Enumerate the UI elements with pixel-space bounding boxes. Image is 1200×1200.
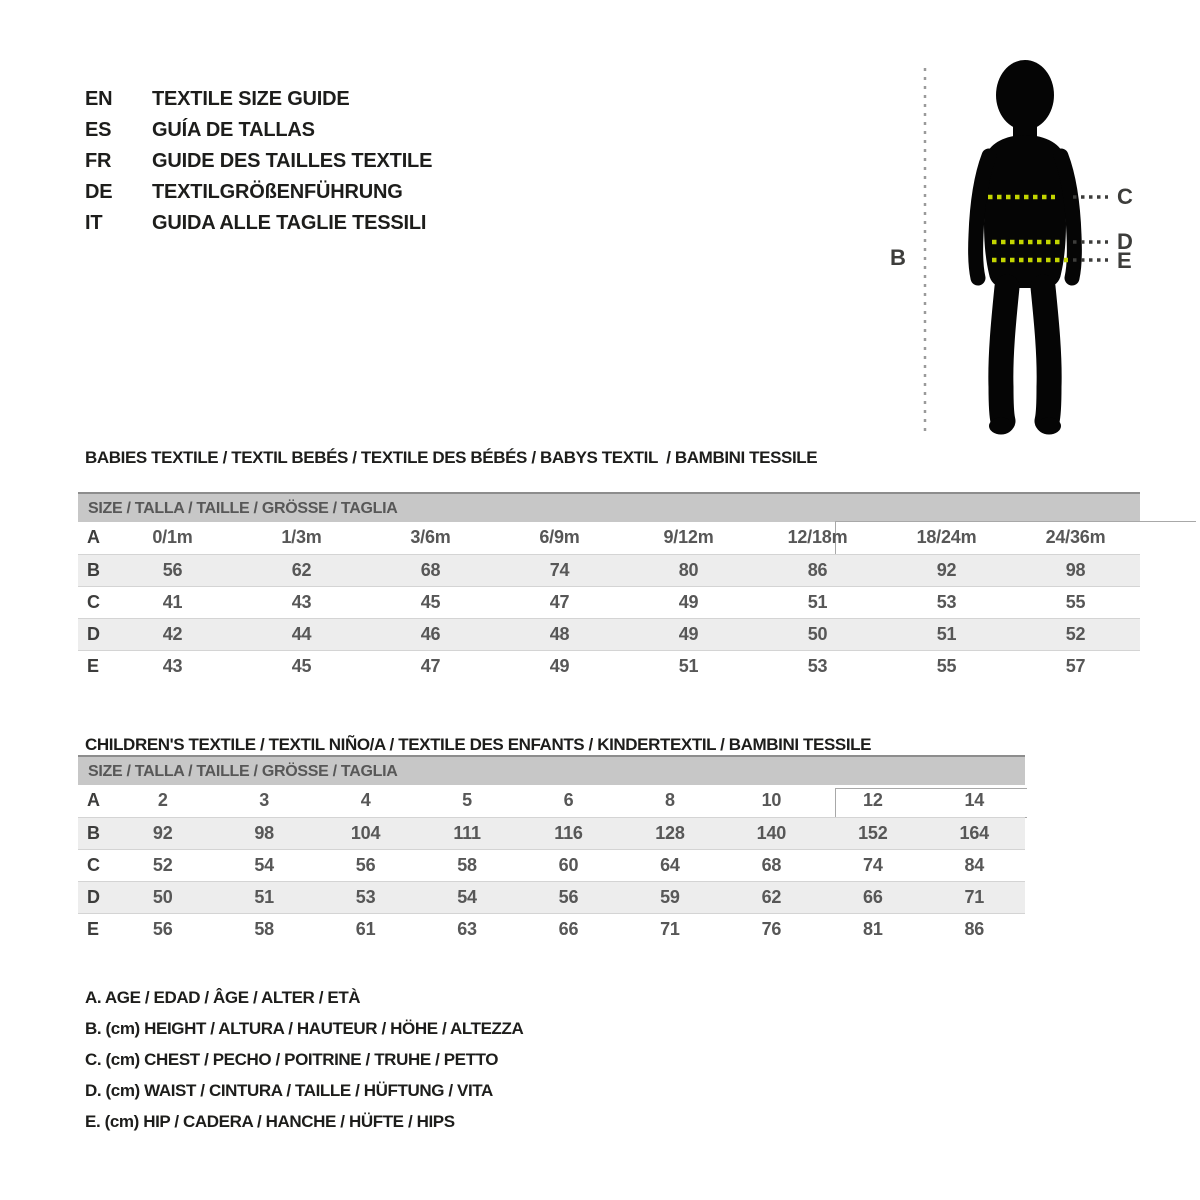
row-label: C <box>87 855 100 875</box>
size-cell: 64 <box>660 855 680 875</box>
size-cell: 47 <box>420 656 441 676</box>
size-cell: 68 <box>761 855 782 875</box>
size-cell: 47 <box>549 592 570 612</box>
size-table-row <box>78 618 1140 650</box>
size-cell: 55 <box>936 656 957 676</box>
size-cell: 55 <box>1065 592 1086 612</box>
chest-label: C <box>1117 184 1133 209</box>
size-cell: 60 <box>558 855 579 875</box>
size-cell: 71 <box>964 887 985 907</box>
size-cell: 86 <box>807 560 828 580</box>
size-cell: 42 <box>162 624 183 644</box>
size-cell: 164 <box>959 823 989 843</box>
size-cell: 6 <box>563 790 574 810</box>
height-label: B <box>890 245 906 270</box>
language-row <box>85 115 432 146</box>
legend-line-age: A. AGE / EDAD / ÂGE / ALTER / ETÀ <box>85 988 361 1007</box>
size-cell: 24/36m <box>1045 527 1106 547</box>
children-table-body <box>78 785 1025 945</box>
size-cell: 53 <box>355 887 376 907</box>
size-cell: 51 <box>807 592 828 612</box>
size-cell: 3 <box>259 790 270 810</box>
size-cell: 61 <box>355 919 376 939</box>
size-cell: 44 <box>291 624 312 644</box>
size-cell: 128 <box>655 823 685 843</box>
language-title-list <box>85 84 432 239</box>
language-code: FR <box>85 150 112 172</box>
size-cell: 116 <box>554 823 583 843</box>
size-table-row <box>78 785 1025 817</box>
guide-title: TEXTILE SIZE GUIDE <box>152 88 350 110</box>
size-cell: 56 <box>558 887 579 907</box>
size-table-row <box>78 586 1140 618</box>
size-cell: 76 <box>761 919 782 939</box>
legend-line-height: B. (cm) HEIGHT / ALTURA / HAUTEUR / HÖHE / ALTEZZA <box>85 1019 524 1038</box>
size-cell: 1/3m <box>281 527 322 547</box>
size-cell: 3/6m <box>410 527 451 547</box>
row-label: A <box>87 790 100 810</box>
language-code: EN <box>85 88 113 110</box>
size-table-row <box>78 913 1025 945</box>
legend-line-waist: D. (cm) WAIST / CINTURA / TAILLE / HÜFTUNG / VITA <box>85 1081 493 1100</box>
size-cell: 98 <box>1065 560 1086 580</box>
size-cell: 4 <box>360 790 371 810</box>
size-table-row <box>78 817 1025 849</box>
size-cell: 8 <box>665 790 675 810</box>
size-cell: 6/9m <box>539 527 580 547</box>
size-cell: 92 <box>152 823 173 843</box>
size-cell: 14 <box>964 790 985 810</box>
size-cell: 66 <box>558 919 579 939</box>
size-cell: 81 <box>863 919 883 939</box>
size-cell: 104 <box>350 823 381 843</box>
size-cell: 9/12m <box>663 527 714 547</box>
babies-section-heading: BABIES TEXTILE / TEXTIL BEBÉS / TEXTILE DES BÉBÉS / BABYS TEXTIL / BAMBINI TESSILE <box>85 448 818 467</box>
children-size-table <box>78 755 1025 945</box>
legend-line-hip: E. (cm) HIP / CADERA / HANCHE / HÜFTE / HIPS <box>85 1112 455 1131</box>
size-cell: 58 <box>254 919 274 939</box>
size-cell: 66 <box>863 887 883 907</box>
language-code: IT <box>85 212 103 234</box>
size-cell: 111 <box>453 823 481 843</box>
size-cell: 51 <box>678 656 699 676</box>
size-cell: 12/18m <box>787 527 848 547</box>
language-code: DE <box>85 181 113 203</box>
size-cell: 54 <box>457 887 477 907</box>
babies-size-table <box>78 492 1140 682</box>
size-cell: 50 <box>807 624 828 644</box>
size-cell: 58 <box>457 855 477 875</box>
size-cell: 62 <box>291 560 312 580</box>
language-row <box>85 146 432 177</box>
size-cell: 74 <box>549 560 570 580</box>
size-cell: 2 <box>157 790 168 810</box>
language-code: ES <box>85 119 112 141</box>
size-cell: 0/1m <box>152 527 193 547</box>
size-cell: 12 <box>863 790 883 810</box>
size-cell: 80 <box>678 560 699 580</box>
size-cell: 18/24m <box>916 527 977 547</box>
size-table-row <box>78 849 1025 881</box>
size-cell: 56 <box>162 560 183 580</box>
hip-label: E <box>1117 248 1132 273</box>
language-row <box>85 177 432 208</box>
size-cell: 51 <box>936 624 957 644</box>
size-cell: 140 <box>756 823 787 843</box>
size-cell: 43 <box>291 592 312 612</box>
size-cell: 45 <box>420 592 441 612</box>
size-cell: 51 <box>254 887 274 907</box>
language-row <box>85 208 432 239</box>
size-cell: 53 <box>807 656 828 676</box>
row-label: E <box>87 919 99 939</box>
guide-title: TEXTILGRÖßENFÜHRUNG <box>152 181 403 203</box>
size-table-row <box>78 554 1140 586</box>
size-cell: 53 <box>936 592 957 612</box>
size-cell: 71 <box>660 919 680 939</box>
size-cell: 59 <box>660 887 680 907</box>
size-cell: 49 <box>549 656 570 676</box>
size-cell: 54 <box>254 855 274 875</box>
size-cell: 41 <box>162 592 183 612</box>
size-cell: 43 <box>162 656 183 676</box>
waist-label: D <box>1117 229 1133 254</box>
size-cell: 86 <box>964 919 985 939</box>
row-label: E <box>87 656 99 676</box>
children-section-heading: CHILDREN'S TEXTILE / TEXTIL NIÑO/A / TEXTILE DES ENFANTS / KINDERTEXTIL / BAMBINI TESSILE <box>85 735 872 754</box>
row-label: D <box>87 887 100 907</box>
guide-title: GUIDA ALLE TAGLIE TESSILI <box>152 212 427 234</box>
size-cell: 152 <box>858 823 888 843</box>
size-cell: 49 <box>678 624 699 644</box>
size-cell: 52 <box>152 855 173 875</box>
row-label: C <box>87 592 100 612</box>
size-cell: 98 <box>254 823 274 843</box>
child-silhouette <box>976 60 1075 435</box>
size-cell: 57 <box>1065 656 1086 676</box>
row-label: B <box>87 560 100 580</box>
size-cell: 46 <box>420 624 441 644</box>
size-cell: 92 <box>936 560 957 580</box>
size-cell: 10 <box>761 790 782 810</box>
size-cell: 56 <box>152 919 173 939</box>
row-label: D <box>87 624 100 644</box>
size-cell: 52 <box>1065 624 1086 644</box>
legend-line-chest: C. (cm) CHEST / PECHO / POITRINE / TRUHE / PETTO <box>85 1050 499 1069</box>
row-label: A <box>87 527 100 547</box>
size-cell: 5 <box>462 790 472 810</box>
size-table-row <box>78 881 1025 913</box>
size-table-row <box>78 650 1140 682</box>
size-cell: 84 <box>964 855 985 875</box>
size-cell: 68 <box>420 560 441 580</box>
size-table-row <box>78 522 1140 554</box>
size-cell: 50 <box>152 887 173 907</box>
size-table-header: SIZE / TALLA / TAILLE / GRÖSSE / TAGLIA <box>78 492 1140 522</box>
babies-table-body <box>78 522 1140 682</box>
row-label: B <box>87 823 100 843</box>
size-cell: 63 <box>457 919 477 939</box>
size-cell: 74 <box>863 855 883 875</box>
size-table-header: SIZE / TALLA / TAILLE / GRÖSSE / TAGLIA <box>78 755 1025 785</box>
guide-title: GUÍA DE TALLAS <box>152 119 315 141</box>
size-cell: 48 <box>549 624 570 644</box>
language-row <box>85 84 432 115</box>
size-cell: 62 <box>761 887 782 907</box>
size-cell: 45 <box>291 656 312 676</box>
size-cell: 56 <box>355 855 376 875</box>
size-cell: 49 <box>678 592 699 612</box>
measurement-legend <box>85 982 523 1137</box>
guide-title: GUIDE DES TAILLES TEXTILE <box>152 150 433 172</box>
